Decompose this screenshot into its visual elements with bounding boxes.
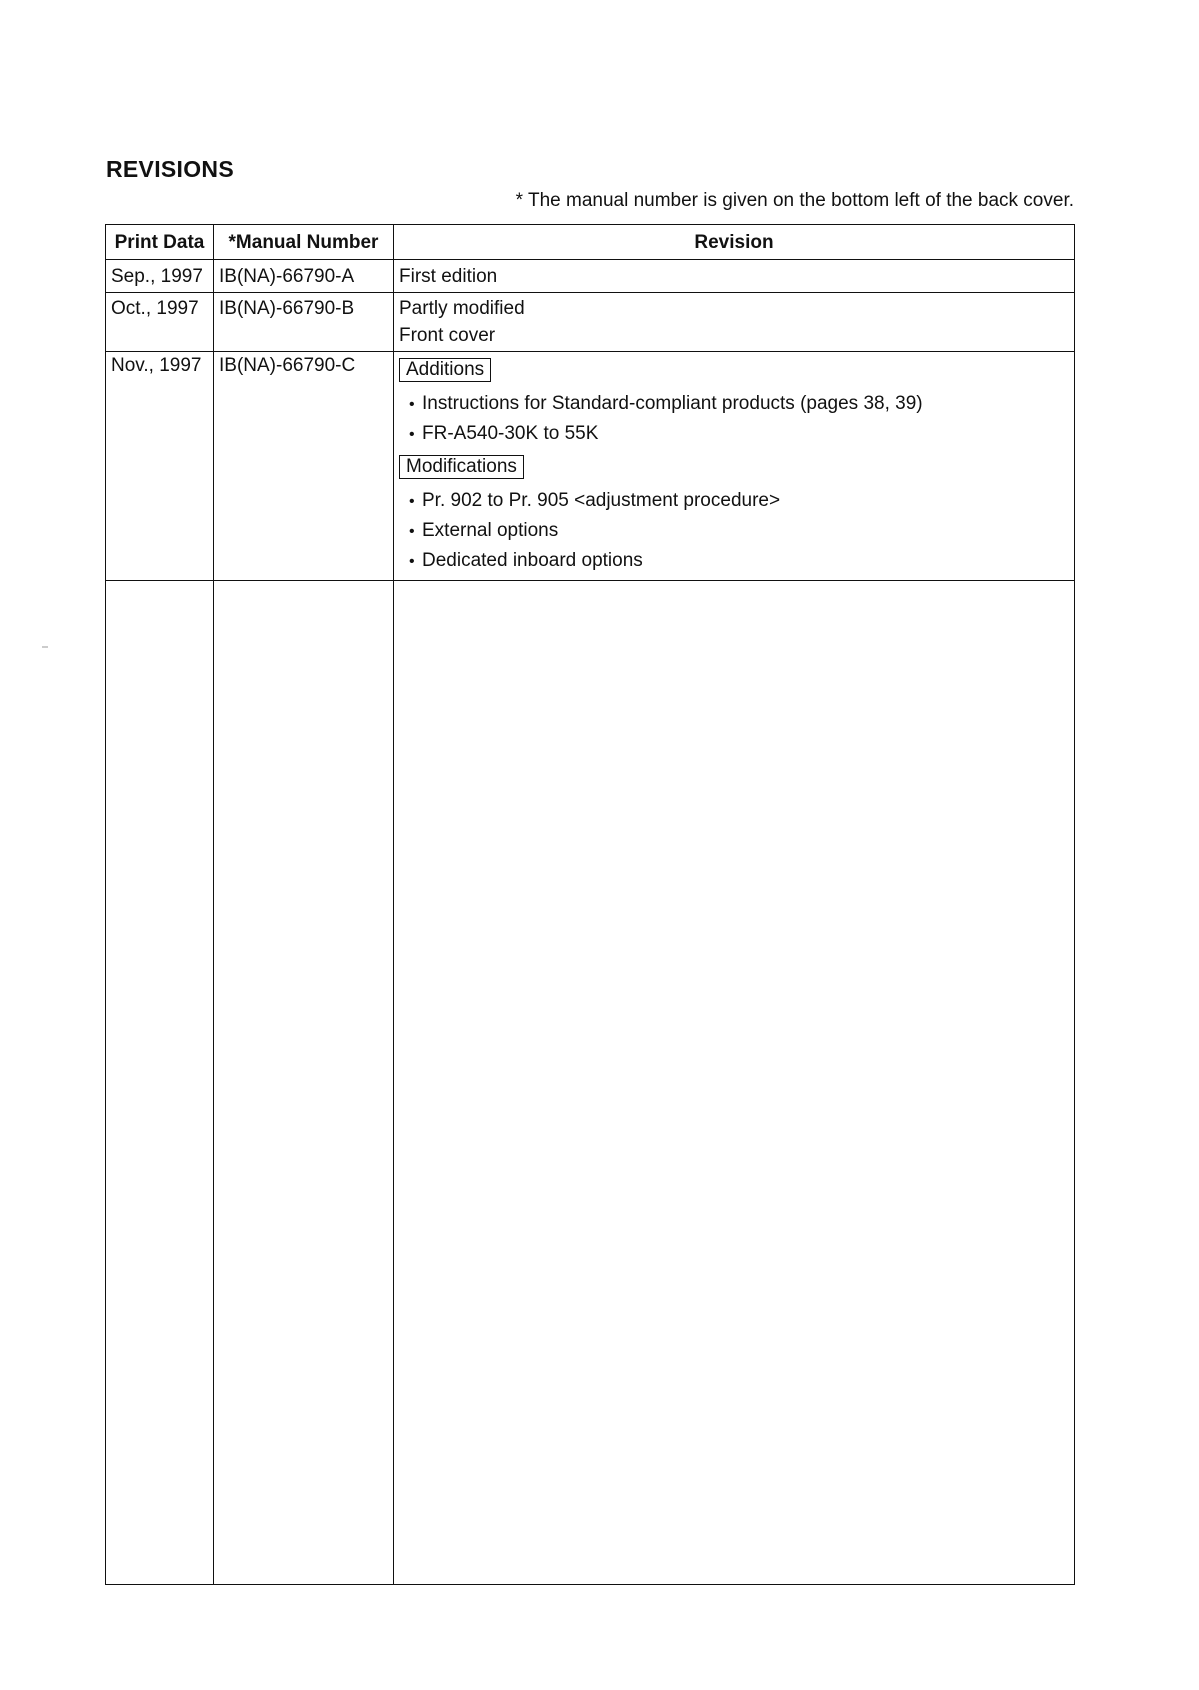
additions-list (399, 389, 1069, 449)
table-row (106, 352, 1075, 581)
row-revision (394, 260, 1075, 293)
empty-cell (214, 581, 394, 1585)
row-date: Sep., 1997 (106, 260, 214, 293)
row-date: Nov., 1997 (106, 352, 214, 581)
table-row (106, 260, 1075, 293)
list-item: • External options (409, 516, 1069, 546)
list-item: • Pr. 902 to Pr. 905 <adjustment procedure> (409, 486, 1069, 516)
row-manual-number: IB(NA)-66790-A (214, 260, 394, 293)
header-manual-number: *Manual Number (214, 225, 394, 260)
table-header-row (106, 225, 1075, 260)
list-item: • Instructions for Standard-compliant products (pages 38, 39) (409, 389, 1069, 419)
row-manual-number: IB(NA)-66790-B (214, 293, 394, 352)
row-date: Oct., 1997 (106, 293, 214, 352)
header-revision: Revision (394, 225, 1075, 260)
modifications-list (399, 486, 1069, 576)
page-title: REVISIONS (106, 156, 234, 182)
empty-cell (394, 581, 1075, 1585)
additions-heading: Additions (399, 358, 491, 382)
row-revision (394, 352, 1075, 581)
modifications-heading: Modifications (399, 455, 524, 479)
list-item: • FR-A540-30K to 55K (409, 419, 1069, 449)
manual-number-note: * The manual number is given on the bottom left of the back cover. (515, 190, 1074, 211)
empty-table-row (106, 581, 1075, 1585)
row-manual-number: IB(NA)-66790-C (214, 352, 394, 581)
revision-line: Front cover (399, 325, 496, 346)
table-row (106, 293, 1075, 352)
revision-line: Partly modified (399, 298, 525, 319)
list-item: • Dedicated inboard options (409, 546, 1069, 576)
header-print-data: Print Data (106, 225, 214, 260)
empty-cell (106, 581, 214, 1585)
scan-mark (42, 646, 48, 648)
revision-line: First edition (399, 265, 498, 287)
row-revision (394, 293, 1075, 352)
revisions-table (105, 224, 1075, 1585)
